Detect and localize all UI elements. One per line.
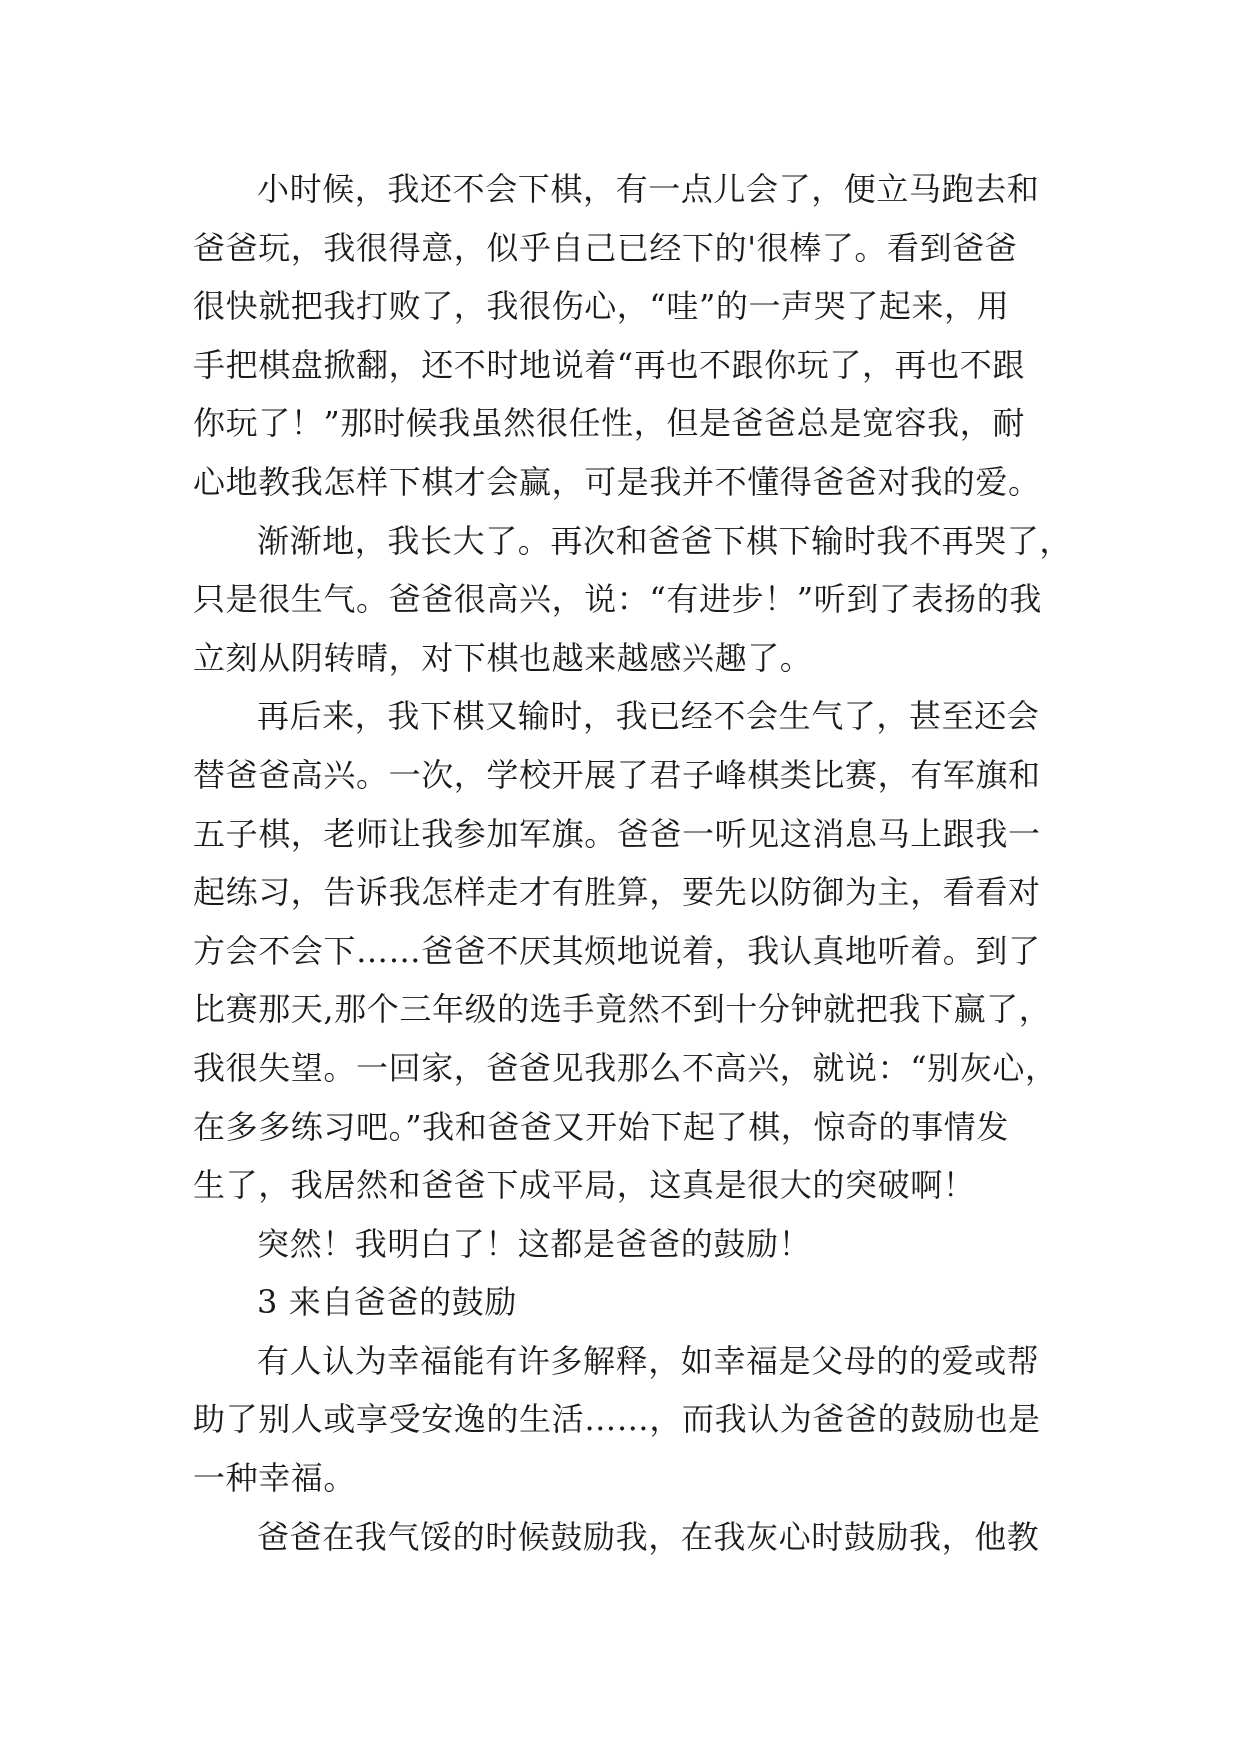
text-line: 爸爸玩，我很得意，似乎自己已经下的'很棒了。看到爸爸	[193, 228, 1018, 267]
text-line: 爸爸在我气馁的时候鼓励我，在我灰心时鼓励我，他教	[257, 1517, 1040, 1556]
text-line: 心地教我怎样下棋才会赢，可是我并不懂得爸爸对我的爱。	[193, 462, 1041, 501]
text-line: 3 来自爸爸的鼓励	[257, 1283, 517, 1322]
text-line: 渐渐地，我长大了。再次和爸爸下棋下输时我不再哭了，	[257, 521, 1073, 560]
text-line: 你玩了！”那时候我虽然很任性，但是爸爸总是宽容我，耐	[193, 404, 1025, 443]
text-line: 很快就把我打败了，我很伤心，“哇”的一声哭了起来，用	[193, 287, 1010, 326]
text-line: 只是很生气。爸爸很高兴，说：“有进步！”听到了表扬的我	[193, 580, 1042, 619]
text-line: 比赛那天,那个三年级的选手竟然不到十分钟就把我下赢了，	[193, 990, 1052, 1029]
text-line: 有人认为幸福能有许多解释，如幸福是父母的的爱或帮	[257, 1341, 1040, 1380]
text-line: 手把棋盘掀翻，还不时地说着“再也不跟你玩了，再也不跟	[193, 345, 1025, 384]
text-line: 突然！我明白了！这都是爸爸的鼓励！	[257, 1224, 812, 1263]
text-line: 小时候，我还不会下棋，有一点儿会了，便立马跑去和	[257, 170, 1040, 208]
text-line: 我很失望。一回家，爸爸见我那么不高兴，就说：“别灰心，	[193, 1048, 1058, 1087]
text-line: 一种幸福。	[193, 1459, 357, 1498]
essay-body	[193, 160, 1073, 1566]
text-line: 替爸爸高兴。一次，学校开展了君子峰棋类比赛，有军旗和	[193, 755, 1041, 794]
text-line: 助了别人或享受安逸的生活……，而我认为爸爸的鼓励也是	[193, 1400, 1041, 1439]
text-line: 再后来，我下棋又输时，我已经不会生气了，甚至还会	[257, 697, 1040, 736]
text-line: 在多多练习吧。”我和爸爸又开始下起了棋，惊奇的事情发	[193, 1107, 1009, 1146]
text-line: 方会不会下……爸爸不厌其烦地说着，我认真地听着。到了	[193, 931, 1041, 970]
text-line: 起练习，告诉我怎样走才有胜算，要先以防御为主，看看对	[193, 873, 1041, 912]
text-line: 立刻从阴转晴，对下棋也越来越感兴趣了。	[193, 638, 813, 677]
text-line: 五子棋，老师让我参加军旗。爸爸一听见这消息马上跟我一	[193, 814, 1041, 853]
text-line: 生了，我居然和爸爸下成平局，这真是很大的突破啊！	[193, 1166, 976, 1205]
